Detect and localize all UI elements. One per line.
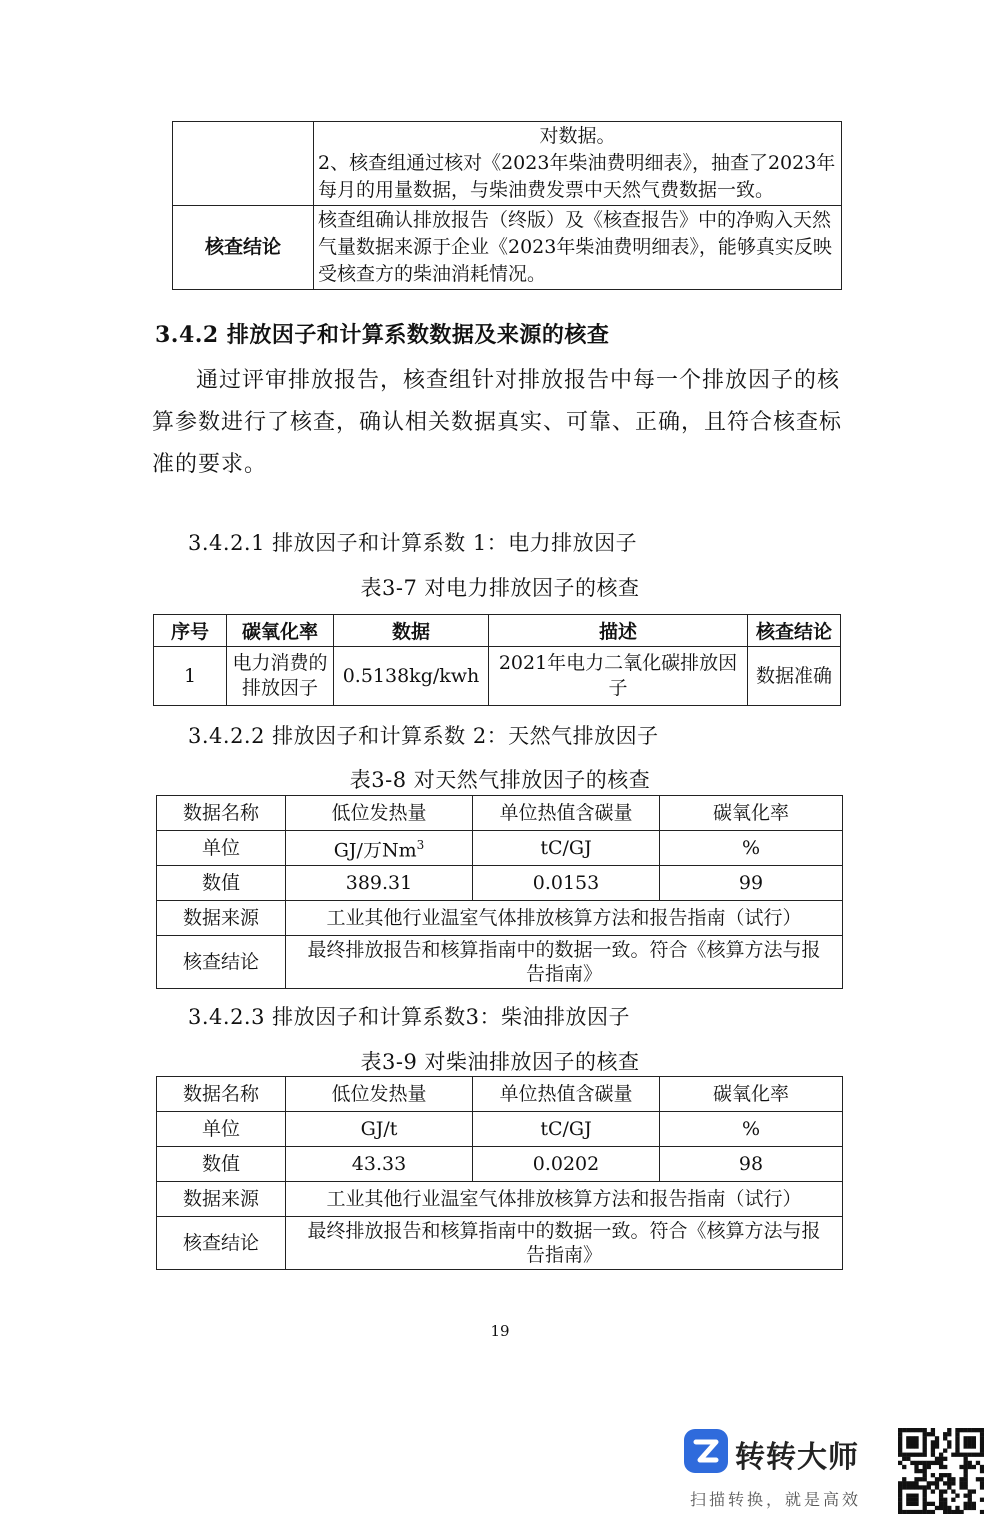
conclusion-label: 核查结论 — [157, 1217, 286, 1270]
natural-gas-factor-table — [156, 795, 843, 989]
table-row-value — [157, 866, 843, 901]
col-header-no: 序号 — [154, 615, 227, 647]
table-caption-3-8: 表3-8 对天然气排放因子的核查 — [349, 768, 651, 792]
detail-line-2: 2、核查组通过核对《2023年柴油费明细表》，抽查了2023年每月的用量数据，与柴油费发票中天然气费数据一致。 — [318, 152, 836, 201]
conclusion-text: 最终排放报告和核算指南中的数据一致。符合《核算方法与报告指南》 — [286, 1217, 843, 1270]
table-row-unit — [157, 1112, 843, 1147]
conclusion-text: 核查组确认排放报告（终版）及《核查报告》中的净购入天然气量数据来源于企业《2023年柴油费明细表》，能够真实反映受核查方的柴油消耗情况。 — [314, 206, 842, 290]
value-carbon-content: 0.0202 — [473, 1147, 660, 1182]
source-label: 数据来源 — [157, 1182, 286, 1217]
sub-heading-diesel: 3.4.2.3 排放因子和计算系数3：柴油排放因子 — [188, 1005, 631, 1029]
value-ncv: 43.33 — [286, 1147, 473, 1182]
value-ncv: 389.31 — [286, 866, 473, 901]
table-row-value — [157, 1147, 843, 1182]
diesel-factor-table — [156, 1076, 843, 1270]
table-header-row — [157, 796, 843, 831]
col-header-name: 数据名称 — [157, 1077, 286, 1112]
unit-label: 单位 — [157, 831, 286, 866]
continuation-table — [172, 121, 842, 290]
col-header-carbon-content: 单位热值含碳量 — [473, 1077, 660, 1112]
electricity-factor-table — [153, 614, 841, 706]
table-caption-3-9: 表3-9 对柴油排放因子的核查 — [360, 1050, 640, 1074]
brand-name: 转转大师 — [735, 1440, 859, 1475]
value-label: 数值 — [157, 1147, 286, 1182]
brand-logo-icon — [683, 1428, 729, 1478]
source-label: 数据来源 — [157, 901, 286, 936]
table-row-conclusion — [157, 1217, 843, 1270]
col-header-ncv: 低位发热量 — [286, 1077, 473, 1112]
value-carbon-content: 0.0153 — [473, 866, 660, 901]
col-header-oxidation: 碳氧化率 — [227, 615, 334, 647]
cell-no: 1 — [154, 647, 227, 706]
unit-ncv: GJ/万Nm$^3$ — [286, 831, 473, 866]
qr-code-icon — [898, 1428, 984, 1518]
conclusion-text: 最终排放报告和核算指南中的数据一致。符合《核算方法与报告指南》 — [286, 936, 843, 989]
sub-heading-natural-gas: 3.4.2.2 排放因子和计算系数 2：天然气排放因子 — [188, 724, 659, 748]
col-header-carbon-content: 单位热值含碳量 — [473, 796, 660, 831]
table-row-unit — [157, 831, 843, 866]
value-label: 数值 — [157, 866, 286, 901]
detail-line-1: 对数据。 — [539, 125, 616, 147]
col-header-data: 数据 — [334, 615, 489, 647]
table-row — [154, 647, 841, 706]
unit-ncv: GJ/t — [286, 1112, 473, 1147]
page-number: 19 — [490, 1322, 510, 1340]
brand-slogan: 扫描转换，就是高效 — [690, 1490, 862, 1509]
conclusion-label: 核查结论 — [173, 206, 314, 290]
intro-paragraph: 通过评审排放报告，核查组针对排放报告中每一个排放因子的核算参数进行了核查，确认相关数据真实、可靠、正确，且符合核查标准的要求。 — [152, 368, 843, 477]
col-header-oxidation: 碳氧化率 — [660, 1077, 843, 1112]
sub-heading-electricity: 3.4.2.1 排放因子和计算系数 1：电力排放因子 — [188, 531, 638, 555]
table-header-row — [157, 1077, 843, 1112]
table-row-source — [157, 901, 843, 936]
unit-oxidation: % — [660, 831, 843, 866]
col-header-description: 描述 — [489, 615, 748, 647]
unit-carbon-content: tC/GJ — [473, 1112, 660, 1147]
source-text: 工业其他行业温室气体排放核算方法和报告指南（试行） — [286, 1182, 843, 1217]
source-text: 工业其他行业温室气体排放核算方法和报告指南（试行） — [286, 901, 843, 936]
table-row-source — [157, 1182, 843, 1217]
check-detail-cell — [314, 122, 842, 206]
value-oxidation: 99 — [660, 866, 843, 901]
unit-label: 单位 — [157, 1112, 286, 1147]
col-header-oxidation: 碳氧化率 — [660, 796, 843, 831]
table-header-row — [154, 615, 841, 647]
unit-carbon-content: tC/GJ — [473, 831, 660, 866]
table-row-conclusion — [157, 936, 843, 989]
cell-conclusion: 数据准确 — [748, 647, 841, 706]
empty-label-cell — [173, 122, 314, 206]
cell-value: 0.5138kg/kwh — [334, 647, 489, 706]
section-heading: 3.4.2 排放因子和计算系数数据及来源的核查 — [155, 322, 610, 348]
unit-oxidation: % — [660, 1112, 843, 1147]
col-header-name: 数据名称 — [157, 796, 286, 831]
value-oxidation: 98 — [660, 1147, 843, 1182]
cell-description: 2021年电力二氧化碳排放因子 — [489, 647, 748, 706]
col-header-conclusion: 核查结论 — [748, 615, 841, 647]
table-caption-3-7: 表3-7 对电力排放因子的核查 — [360, 576, 640, 600]
conclusion-label: 核查结论 — [157, 936, 286, 989]
col-header-ncv: 低位发热量 — [286, 796, 473, 831]
cell-factor-name: 电力消费的排放因子 — [227, 647, 334, 706]
